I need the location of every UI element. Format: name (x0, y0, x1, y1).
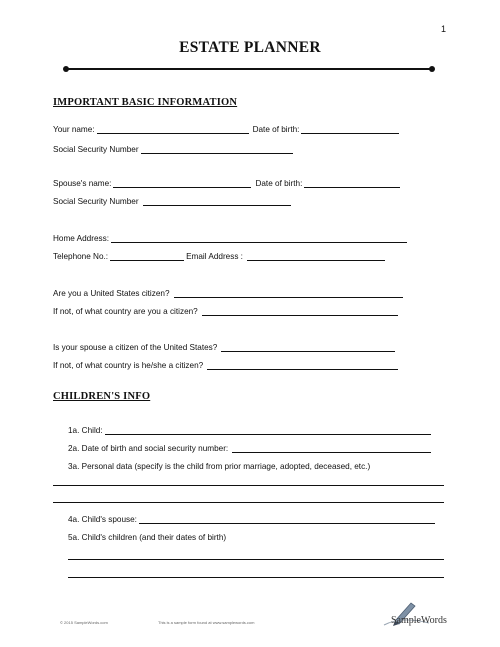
country-citizen-row (53, 302, 398, 316)
child-dob-ssn-row (68, 439, 431, 453)
home-address-field[interactable] (111, 232, 407, 243)
child-dob-ssn-label: 2a. Date of birth and social security number: (68, 444, 229, 453)
us-citizen-label: Are you a United States citizen? (53, 289, 170, 298)
spouse-us-citizen-row (53, 338, 395, 352)
child-spouse-field[interactable] (139, 513, 435, 524)
child-spouse-row (68, 510, 435, 524)
spouse-ssn-row (53, 192, 291, 206)
spouse-ssn-label: Social Security Number (53, 197, 139, 206)
child-personal-line-2[interactable] (53, 502, 444, 503)
spouse-name-label: Spouse's name: (53, 179, 112, 188)
email-field[interactable] (247, 250, 385, 261)
telephone-label: Telephone No.: (53, 252, 109, 261)
child-children-line-2[interactable] (68, 577, 444, 578)
child-children-line-1[interactable] (68, 559, 444, 560)
country-citizen-label: If not, of what country are you a citizen? (53, 307, 198, 316)
telephone-email-row (53, 247, 385, 261)
spouse-us-citizen-field[interactable] (221, 341, 395, 352)
ssn-row (53, 140, 293, 154)
page-number: 1 (441, 24, 447, 34)
us-citizen-field[interactable] (174, 287, 403, 298)
child-dob-ssn-field[interactable] (232, 442, 431, 453)
us-citizen-row (53, 284, 403, 298)
spouse-date-of-birth-field[interactable] (304, 177, 400, 188)
date-of-birth-label: Date of birth: (252, 125, 300, 134)
email-label: Email Address : (186, 252, 243, 261)
page-title: ESTATE PLANNER (179, 39, 321, 56)
child-personal-row (68, 457, 372, 471)
ssn-label: Social Security Number (53, 145, 139, 154)
child-children-row (68, 528, 228, 542)
child-row (68, 421, 431, 435)
home-address-row (53, 229, 407, 243)
section-heading-basic-info: IMPORTANT BASIC INFORMATION (53, 97, 238, 108)
footer-logo: SampleWords (391, 615, 447, 626)
child-label: 1a. Child: (68, 426, 103, 435)
date-of-birth-field[interactable] (301, 123, 399, 134)
home-address-label: Home Address: (53, 234, 109, 243)
child-personal-label: 3a. Personal data (specify is the child from prior marriage, adopted, deceased, etc.) (68, 462, 371, 471)
footer-copyright: © 2015 SampleWords.com (60, 620, 108, 625)
spouse-name-field[interactable] (113, 177, 251, 188)
spouse-country-field[interactable] (207, 359, 398, 370)
country-citizen-field[interactable] (202, 305, 398, 316)
your-name-field[interactable] (97, 123, 249, 134)
spouse-date-of-birth-label: Date of birth: (255, 179, 303, 188)
section-heading-children: CHILDREN'S INFO (53, 391, 151, 402)
spouse-name-row (53, 174, 400, 188)
child-personal-line-1[interactable] (53, 485, 444, 486)
title-divider (66, 68, 432, 70)
child-spouse-label: 4a. Child's spouse: (68, 515, 137, 524)
child-field[interactable] (105, 424, 431, 435)
spouse-country-label: If not, of what country is he/she a citizen? (53, 361, 204, 370)
your-name-label: Your name: (53, 125, 95, 134)
child-children-label: 5a. Child's children (and their dates of birth) (68, 533, 227, 542)
spouse-us-citizen-label: Is your spouse a citizen of the United States? (53, 343, 218, 352)
your-name-row (53, 120, 399, 134)
telephone-field[interactable] (110, 250, 184, 261)
ssn-field[interactable] (141, 143, 293, 154)
spouse-country-row (53, 356, 398, 370)
footer-notice: This is a sample form found at www.samplewords.com (158, 620, 255, 625)
spouse-ssn-field[interactable] (143, 195, 291, 206)
